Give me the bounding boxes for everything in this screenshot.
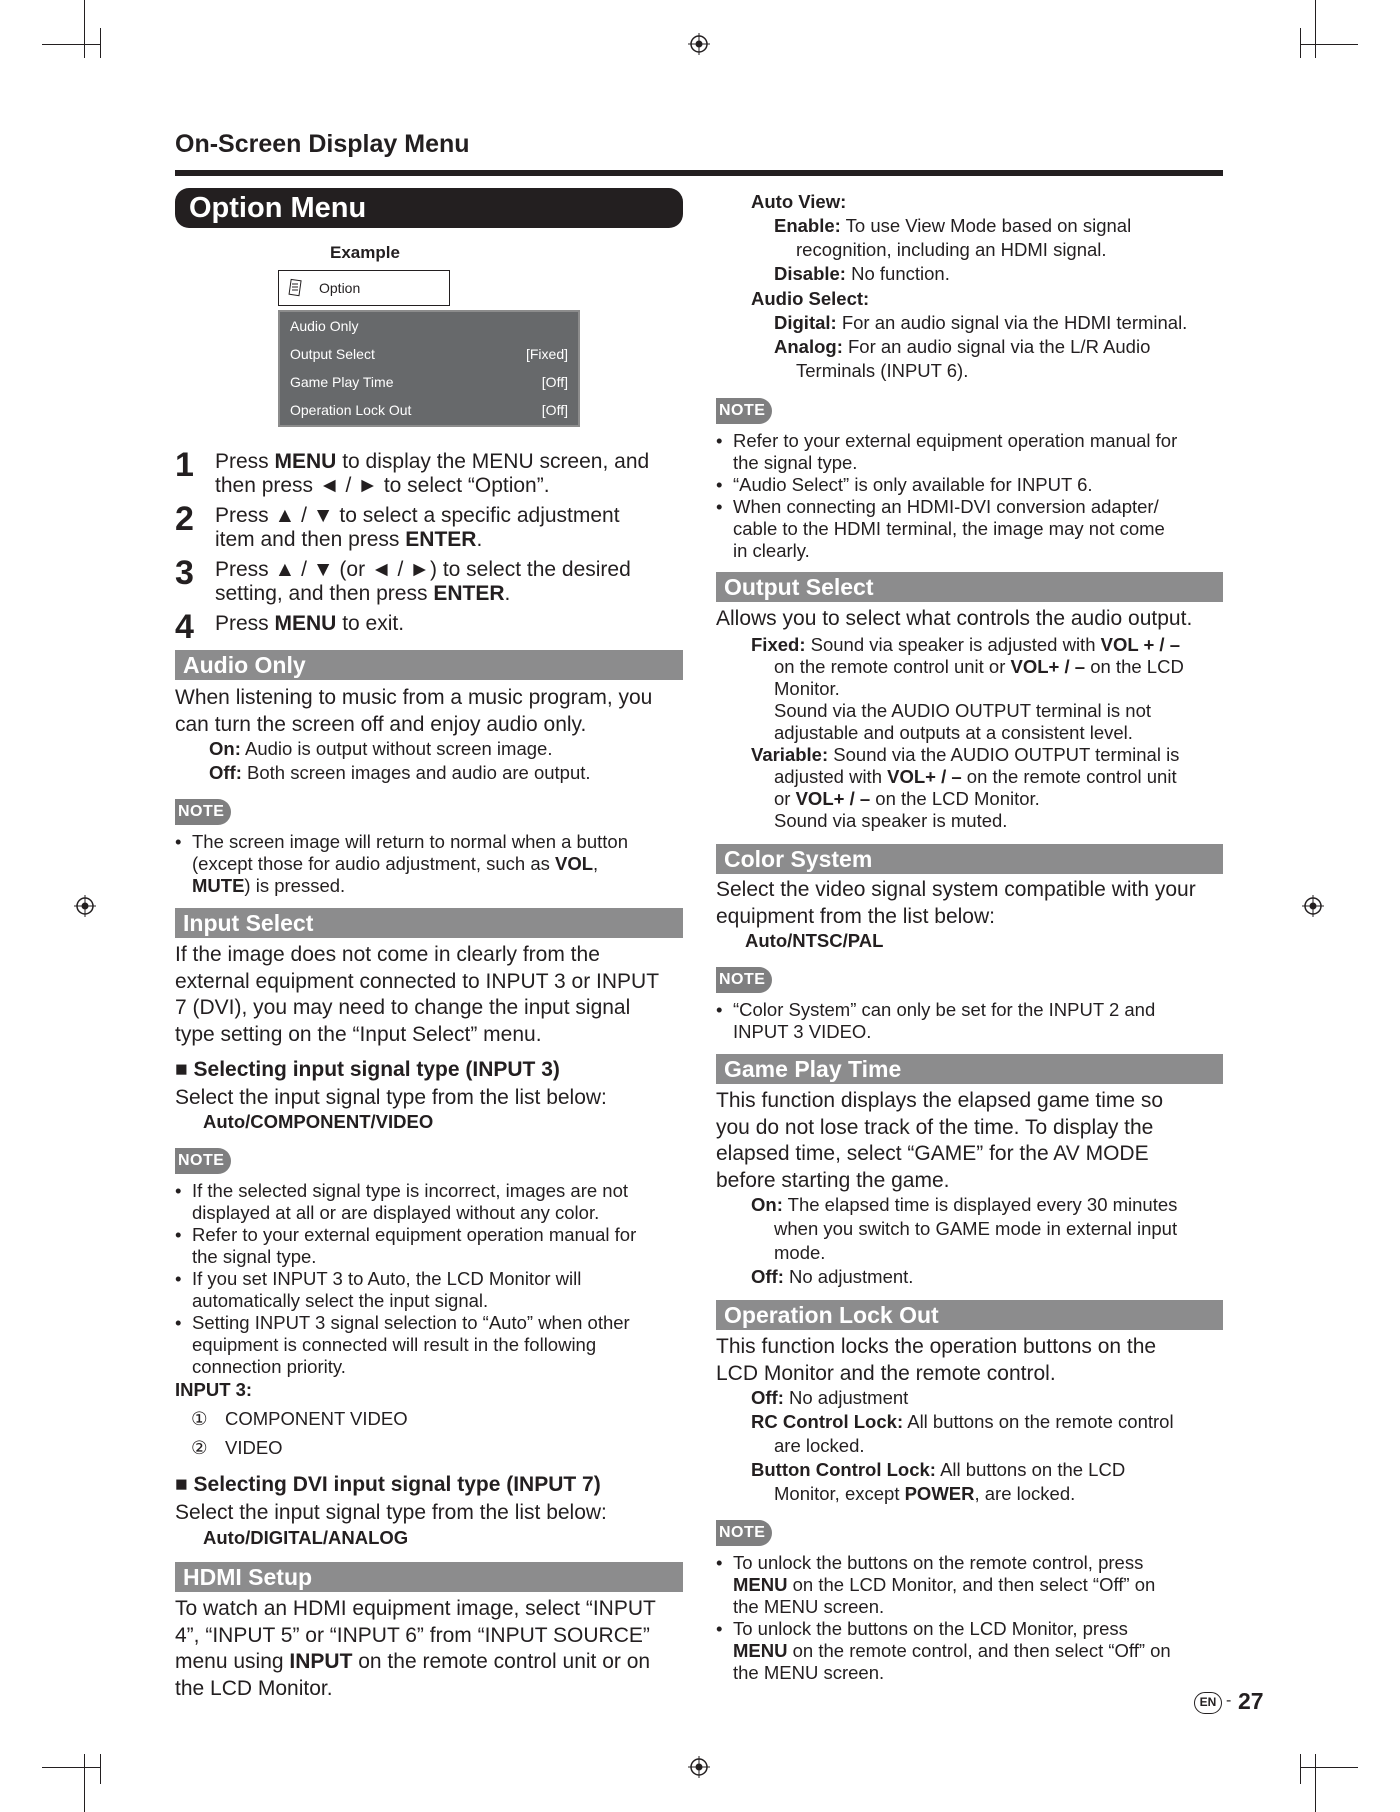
crop-mark [84, 1754, 85, 1812]
page-number: 27 [1238, 1688, 1264, 1714]
priority-item: ② VIDEO [191, 1437, 283, 1458]
priority-item: ① COMPONENT VIDEO [191, 1408, 408, 1429]
menu-row [290, 312, 568, 340]
registration-mark-icon [688, 1756, 710, 1778]
audio-only-heading: Audio Only [175, 650, 683, 680]
crop-mark [42, 1767, 100, 1768]
note-badge: NOTE [175, 1148, 231, 1174]
step-text: Press MENU to exit. [215, 612, 405, 635]
crop-mark [1300, 1767, 1358, 1768]
menu-row [290, 340, 568, 368]
output-fixed-cont: Sound via the AUDIO OUTPUT terminal is not [774, 700, 1152, 721]
hdmi-setup-body: To watch an HDMI equipment image, select “INPUT 4”, “INPUT 5” or “INPUT 6” from “INPUT SOURCE” menu using INPUT on the remote control unit or on the LCD Monitor. [175, 1597, 656, 1700]
auto-view-disable: Disable: No function. [774, 263, 950, 284]
audio-only-body: When listening to music from a music program, you can turn the screen off and enjoy audio only. [175, 686, 653, 736]
step-number: 4 [175, 608, 194, 646]
audio-select-digital: Digital: For an audio signal via the HDMI terminal. [774, 312, 1188, 333]
crop-mark [1315, 0, 1316, 58]
step-text: Press MENU to display the MENU screen, and then press ◄ / ► to select “Option”. [215, 450, 650, 497]
game-play-on: On: The elapsed time is displayed every 30 minutes [751, 1194, 1178, 1215]
crop-mark [84, 0, 85, 58]
crop-mark [100, 1754, 101, 1784]
menu-row-label: Audio Only [290, 318, 359, 334]
input-select-sub1-text: Select the input signal type from the list below: [175, 1086, 607, 1109]
menu-row-value: [Fixed] [525, 346, 568, 362]
menu-row [290, 396, 568, 424]
menu-row-label: Game Play Time [290, 374, 394, 390]
crop-mark [1300, 1754, 1301, 1784]
page-header-title: On-Screen Display Menu [175, 130, 470, 158]
output-select-heading: Output Select [716, 572, 1223, 602]
game-play-time-heading: Game Play Time [716, 1054, 1223, 1084]
color-system-body: Select the video signal system compatible with your equipment from the list below: [716, 878, 1196, 928]
example-label: Example [330, 243, 400, 262]
option-menu-icon [287, 278, 303, 298]
audio-only-on: On: Audio is output without screen image. [209, 738, 553, 759]
auto-view-enable-cont: recognition, including an HDMI signal. [796, 239, 1107, 260]
step-number: 3 [175, 554, 194, 592]
menu-row [290, 368, 568, 396]
crop-mark [42, 44, 100, 45]
input-select-subheading-1: ■ Selecting input signal type (INPUT 3) [175, 1058, 560, 1081]
option-menu-title: Option Menu [175, 188, 683, 228]
game-play-time-body: This function displays the elapsed game time so you do not lose track of the time. To display the elapsed time, select “GAME” for the AV MODE before starting the game. [716, 1089, 1164, 1192]
note-badge: NOTE [716, 398, 772, 424]
output-variable-cont: Sound via speaker is muted. [774, 810, 1008, 831]
audio-select-label: Audio Select: [751, 288, 870, 309]
header-rule [175, 170, 1223, 176]
game-play-on-cont: when you switch to GAME mode in external input [774, 1218, 1178, 1239]
registration-mark-icon [1302, 895, 1324, 917]
menu-row-label: Operation Lock Out [290, 402, 412, 418]
output-fixed-cont: on the remote control unit or VOL+ / – on the LCD [774, 656, 1184, 677]
output-fixed-cont: adjustable and outputs at a consistent level. [774, 722, 1133, 743]
registration-mark-icon [688, 33, 710, 55]
game-play-off: Off: No adjustment. [751, 1266, 914, 1287]
output-fixed: Fixed: Sound via speaker is adjusted with VOL + / – [751, 634, 1180, 655]
crop-mark [1300, 28, 1301, 58]
output-variable-cont: or VOL+ / – on the LCD Monitor. [774, 788, 1040, 809]
note-badge: NOTE [175, 799, 231, 825]
page-number-separator: - [1226, 1692, 1232, 1709]
hdmi-setup-heading: HDMI Setup [175, 1562, 683, 1592]
input-select-subheading-2: ■ Selecting DVI input signal type (INPUT 7) [175, 1473, 601, 1496]
lock-rc: RC Control Lock: All buttons on the remote control [751, 1411, 1174, 1432]
crop-mark [1300, 44, 1358, 45]
lock-button: Button Control Lock: All buttons on the LCD [751, 1459, 1126, 1480]
lock-rc-cont: are locked. [774, 1435, 865, 1456]
example-menu-panel [278, 310, 580, 427]
auto-view-label: Auto View: [751, 191, 847, 212]
input-select-sub2-text: Select the input signal type from the list below: [175, 1501, 607, 1524]
output-fixed-cont: Monitor. [774, 678, 840, 699]
registration-mark-icon [74, 895, 96, 917]
color-system-options: Auto/NTSC/PAL [745, 930, 884, 951]
language-badge: EN [1194, 1692, 1222, 1714]
operation-lock-out-body: This function locks the operation buttons on the LCD Monitor and the remote control. [716, 1335, 1157, 1385]
input-select-heading: Input Select [175, 908, 683, 938]
input-select-sub2-options: Auto/DIGITAL/ANALOG [203, 1527, 409, 1548]
output-select-body: Allows you to select what controls the audio output. [716, 607, 1193, 630]
input-select-body: If the image does not come in clearly from the external equipment connected to INPUT 3 or INPUT 7 (DVI), you may need to change the input signal type setting on the “Input Select” menu. [175, 943, 660, 1046]
crop-mark [100, 28, 101, 58]
note-badge: NOTE [716, 967, 772, 993]
operation-lock-out-heading: Operation Lock Out [716, 1300, 1223, 1330]
option-tab-label: Option [319, 280, 361, 296]
menu-row-value: [Off] [541, 402, 568, 418]
lock-button-cont: Monitor, except POWER, are locked. [774, 1483, 1076, 1504]
color-system-heading: Color System [716, 844, 1223, 874]
lock-off: Off: No adjustment [751, 1387, 909, 1408]
step-text: Press ▲ / ▼ (or ◄ / ►) to select the desired setting, and then press ENTER. [215, 558, 631, 605]
step-number: 2 [175, 500, 194, 538]
note-badge: NOTE [716, 1520, 772, 1546]
menu-row-value: [Off] [541, 374, 568, 390]
output-variable-cont: adjusted with VOL+ / – on the remote control unit [774, 766, 1177, 787]
crop-mark [1315, 1754, 1316, 1812]
audio-only-off: Off: Both screen images and audio are output. [209, 762, 591, 783]
game-play-on-cont: mode. [774, 1242, 826, 1263]
auto-view-enable: Enable: To use View Mode based on signal [774, 215, 1132, 236]
output-variable: Variable: Sound via the AUDIO OUTPUT terminal is [751, 744, 1180, 765]
priority-label: INPUT 3: [175, 1379, 253, 1400]
input-select-sub1-options: Auto/COMPONENT/VIDEO [203, 1111, 434, 1132]
menu-row-label: Output Select [290, 346, 375, 362]
audio-select-analog-cont: Terminals (INPUT 6). [796, 360, 969, 381]
audio-select-analog: Analog: For an audio signal via the L/R Audio [774, 336, 1151, 357]
step-text: Press ▲ / ▼ to select a specific adjustment item and then press ENTER. [215, 504, 620, 551]
step-number: 1 [175, 446, 194, 484]
option-tab [278, 270, 450, 306]
